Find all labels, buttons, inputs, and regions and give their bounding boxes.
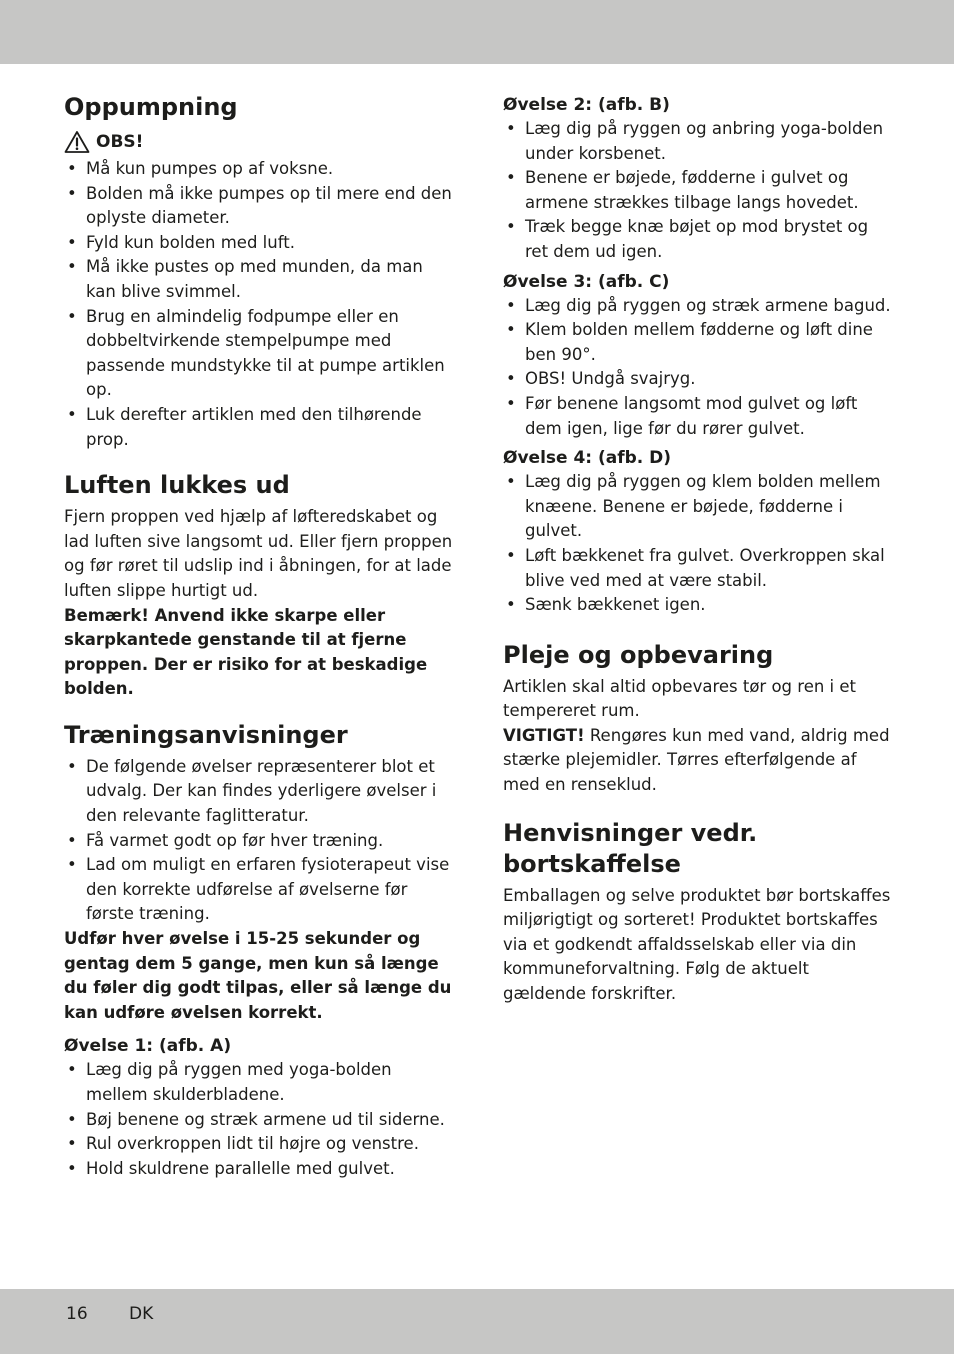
section-title-deflation: Luften lukkes ud (64, 471, 290, 500)
list-item: • Bøj benene og stræk armene ud til siderne. (64, 1108, 454, 1133)
list-item: • Læg dig på ryggen med yoga-bolden mellem skulderbladene. (64, 1058, 454, 1107)
list-item: • Få varmet godt op før hver træning. (64, 829, 454, 854)
list-item: • Før benene langsomt mod gulvet og løft dem igen, lige før du rører gulvet. (503, 392, 895, 441)
list-item: • Brug en almindelig fodpumpe eller en dobbeltvirkende stempelpumpe med passende mundstykke til at pumpe artiklen op. (64, 305, 454, 403)
exercise-2-title: Øvelse 2: (afb. B) (503, 95, 670, 115)
care-note (503, 724, 895, 798)
inflation-list (64, 157, 454, 452)
list-item: • Lad om muligt en erfaren fysioterapeut vise den korrekte udførelse af øvelserne før første træning. (64, 853, 454, 927)
header-band (0, 0, 954, 64)
exercise-2-list (503, 117, 895, 265)
exercise-4-title: Øvelse 4: (afb. D) (503, 448, 672, 469)
list-item: • Løft bækkenet fra gulvet. Overkroppen skal blive ved med at være stabil. (503, 544, 895, 593)
exercise-1-title: Øvelse 1: (afb. A) (64, 1036, 232, 1057)
warning-label: OBS! (96, 132, 144, 152)
list-item: • Fyld kun bolden med luft. (64, 231, 454, 256)
care-note-text: Rengøres kun med vand, aldrig med stærke plejemidler. Tørres efterfølgende af med en renseklud. (503, 725, 890, 795)
list-item: • Sænk bækkenet igen. (503, 593, 895, 618)
right-column (503, 94, 895, 1007)
section-title-care: Pleje og opbevaring (503, 640, 774, 669)
list-item: • Læg dig på ryggen og stræk armene bagud. (503, 294, 895, 319)
section-title-inflation: Oppumpning (64, 93, 238, 121)
section-title-training: Træningsanvisninger (64, 720, 348, 749)
warning-triangle-icon (64, 130, 90, 154)
care-text: Artiklen skal altid opbevares tør og ren i et tempereret rum. (503, 676, 857, 721)
warning-row (64, 127, 454, 157)
list-item: • Luk derefter artiklen med den tilhørende prop. (64, 403, 454, 452)
list-item: • Må ikke pustes op med munden, da man kan blive svimmel. (64, 255, 454, 304)
list-item: • Læg dig på ryggen og anbring yoga-bolden under korsbenet. (503, 117, 895, 166)
exercise-3-title: Øvelse 3: (afb. C) (503, 271, 670, 292)
list-item: • Må kun pumpes op af voksne. (64, 157, 454, 182)
list-item: • Rul overkroppen lidt til højre og venstre. (64, 1132, 454, 1157)
list-item: • Klem bolden mellem fødderne og løft dine ben 90°. (503, 318, 895, 367)
list-item: • De følgende øvelser repræsenterer blot et udvalg. Der kan findes yderligere øvelser i den relevante faglitteratur. (64, 755, 454, 829)
list-item: • Benene er bøjede, fødderne i gulvet og armene strækkes tilbage langs hovedet. (503, 166, 895, 215)
list-item: • Læg dig på ryggen og klem bolden mellem knæene. Benene er bøjede, fødderne i gulvet. (503, 470, 895, 544)
page-number: 16 (66, 1304, 88, 1324)
disposal-text: Emballagen og selve produktet bør bortskaffes miljørigtigt og sorteret! Produktet bortskaffes via et godkendt affaldsselskab eller via din kommuneforvaltning. Følg de aktuelt gældende forskrifter. (503, 885, 891, 1004)
deflation-note: Bemærk! Anvend ikke skarpe eller skarpkantede genstande til at fjerne proppen. Der er risiko for at beskadige bolden. (64, 605, 428, 699)
list-item: • Træk begge knæ bøjet op mod brystet og ret dem ud igen. (503, 215, 895, 264)
list-item: • Hold skuldrene parallelle med gulvet. (64, 1157, 454, 1182)
list-item: • Bolden må ikke pumpes op til mere end den oplyste diameter. (64, 182, 454, 231)
care-note-label: VIGTIGT! (503, 725, 585, 745)
left-column (64, 92, 454, 1181)
language-code: DK (129, 1304, 154, 1324)
section-title-disposal: Henvisninger vedr. bortskaffelse (503, 818, 758, 878)
deflation-text: Fjern proppen ved hjælp af løfteredskabet og lad luften sive langsomt ud. Eller fjern proppen og før røret til udslip ind i åbningen, for at lade luften slippe hurtigt ud. (64, 507, 453, 600)
training-list (64, 755, 454, 927)
exercise-1-list (64, 1058, 454, 1181)
list-item: • OBS! Undgå svajryg. (503, 367, 895, 392)
training-note: Udfør hver øvelse i 15-25 sekunder og gentag dem 5 gange, men kun så længe du føler dig godt tilpas, eller så længe du kan udføre øvelsen korrekt. (64, 929, 452, 1022)
exercise-4-list (503, 470, 895, 618)
exercise-3-list (503, 294, 895, 442)
